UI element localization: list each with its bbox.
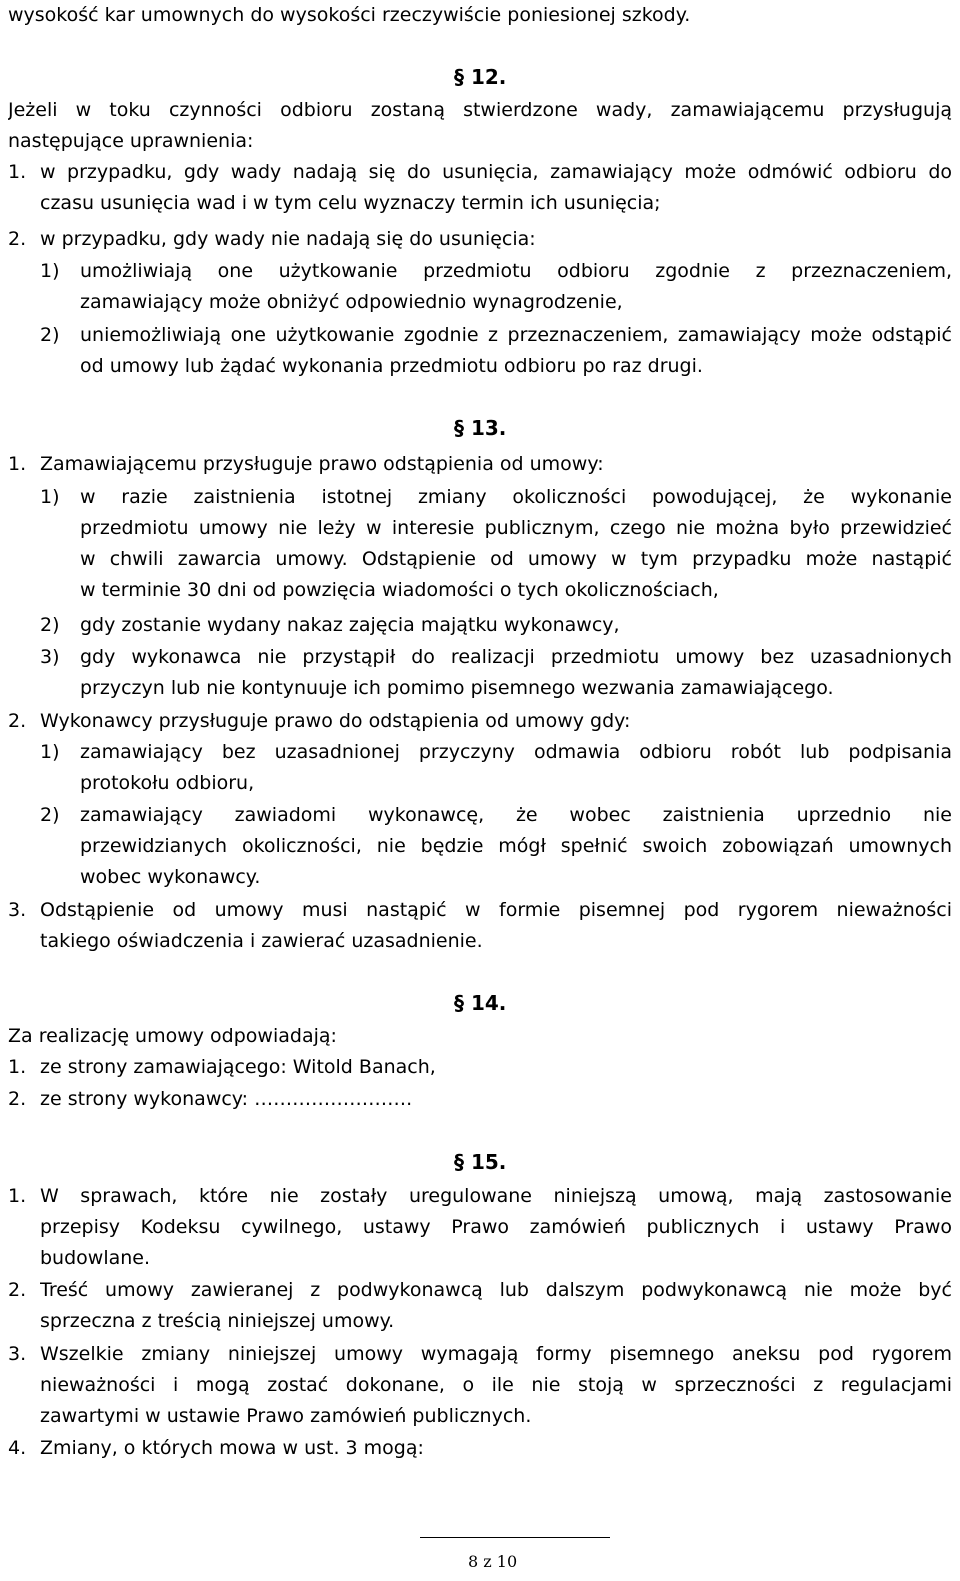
s12-p2a-line-1: umożliwiają one użytkowanie przedmiotu odbioru zgodnie z przeznaczeniem, bbox=[80, 260, 952, 282]
section-15-heading: § 15. bbox=[454, 1150, 507, 1174]
s13-p2a-number: 1) bbox=[40, 741, 60, 763]
s15-p3-line-2: nieważności i mogą zostać dokonane, o ile nie stoją w sprzeczności z regulacjami bbox=[40, 1374, 952, 1396]
section-12-heading: § 12. bbox=[454, 65, 507, 89]
s12-p2a-line-2: zamawiający może obniżyć odpowiednio wynagrodzenie, bbox=[80, 291, 623, 313]
s13-p2b-line-2: przewidzianych okoliczności, nie będzie mógł spełnić swoich zobowiązań umownych bbox=[80, 835, 952, 857]
s13-p1b-number: 2) bbox=[40, 614, 60, 636]
s13-p1a-line-4: w terminie 30 dni od powzięcia wiadomości o tych okolicznościach, bbox=[80, 579, 719, 601]
s13-p1-line-1: Zamawiającemu przysługuje prawo odstąpienia od umowy: bbox=[40, 453, 604, 475]
s12-p2b-number: 2) bbox=[40, 324, 60, 346]
s13-p1c-number: 3) bbox=[40, 646, 60, 668]
s13-p3-number: 3. bbox=[8, 899, 27, 921]
s12-p1-line-2: czasu usunięcia wad i w tym celu wyznaczy termin ich usunięcia; bbox=[40, 192, 661, 214]
s12-p2b-line-2: od umowy lub żądać wykonania przedmiotu odbioru po raz drugi. bbox=[80, 355, 703, 377]
s14-intro: Za realizację umowy odpowiadają: bbox=[8, 1025, 337, 1047]
s13-p1a-line-1: w razie zaistnienia istotnej zmiany okoliczności powodującej, że wykonanie bbox=[80, 486, 952, 508]
s13-p2b-line-1: zamawiający zawiadomi wykonawcę, że wobec zaistnienia uprzednio nie bbox=[80, 804, 952, 826]
s13-p2-line-1: Wykonawcy przysługuje prawo do odstąpienia od umowy gdy: bbox=[40, 710, 631, 732]
s15-p4-line-1: Zmiany, o których mowa w ust. 3 mogą: bbox=[40, 1437, 424, 1459]
s14-p1-line-1: ze strony zamawiającego: Witold Banach, bbox=[40, 1056, 436, 1078]
s15-p3-number: 3. bbox=[8, 1343, 27, 1365]
s13-p2a-line-1: zamawiający bez uzasadnionej przyczyny odmawia odbioru robót lub podpisania bbox=[80, 741, 952, 763]
s14-p2-number: 2. bbox=[8, 1088, 27, 1110]
s13-p1a-number: 1) bbox=[40, 486, 60, 508]
s12-intro-line-2: następujące uprawnienia: bbox=[8, 130, 254, 152]
s14-p1-number: 1. bbox=[8, 1056, 27, 1078]
s12-p1-number: 1. bbox=[8, 161, 27, 183]
s13-p1a-line-2: przedmiotu umowy nie leży w interesie publicznym, czego nie można było przewidzieć bbox=[80, 517, 952, 539]
s13-p1c-line-1: gdy wykonawca nie przystąpił do realizacji przedmiotu umowy bez uzasadnionych bbox=[80, 646, 952, 668]
s15-p1-line-2: przepisy Kodeksu cywilnego, ustawy Prawo zamówień publicznych i ustawy Prawo bbox=[40, 1216, 952, 1238]
s15-p1-number: 1. bbox=[8, 1185, 27, 1207]
s13-p2b-number: 2) bbox=[40, 804, 60, 826]
top-line: wysokość kar umownych do wysokości rzeczywiście poniesionej szkody. bbox=[8, 4, 691, 26]
page-number: 8 z 10 bbox=[468, 1552, 518, 1571]
s15-p2-line-1: Treść umowy zawieranej z podwykonawcą lub dalszym podwykonawcą nie może być bbox=[40, 1279, 952, 1301]
s12-p2-line-1: w przypadku, gdy wady nie nadają się do usunięcia: bbox=[40, 228, 536, 250]
section-13-heading: § 13. bbox=[454, 416, 507, 440]
s15-p4-number: 4. bbox=[8, 1437, 27, 1459]
s13-p2-number: 2. bbox=[8, 710, 27, 732]
s13-p3-line-2: takiego oświadczenia i zawierać uzasadnienie. bbox=[40, 930, 483, 952]
s13-p3-line-1: Odstąpienie od umowy musi nastąpić w formie pisemnej pod rygorem nieważności bbox=[40, 899, 952, 921]
s12-p2-number: 2. bbox=[8, 228, 27, 250]
s13-p2b-line-3: wobec wykonawcy. bbox=[80, 866, 261, 888]
s13-p1c-line-2: przyczyn lub nie kontynuuje ich pomimo pisemnego wezwania zamawiającego. bbox=[80, 677, 834, 699]
s14-p2-line-1: ze strony wykonawcy: ……………………. bbox=[40, 1088, 413, 1110]
s15-p1-line-3: budowlane. bbox=[40, 1247, 151, 1269]
s12-p2a-number: 1) bbox=[40, 260, 60, 282]
s15-p2-line-2: sprzeczna z treścią niniejszej umowy. bbox=[40, 1310, 395, 1332]
s15-p1-line-1: W sprawach, które nie zostały uregulowane niniejszą umową, mają zastosowanie bbox=[40, 1185, 952, 1207]
s15-p3-line-3: zawartymi w ustawie Prawo zamówień publicznych. bbox=[40, 1405, 532, 1427]
s13-p1-number: 1. bbox=[8, 453, 27, 475]
s15-p2-number: 2. bbox=[8, 1279, 27, 1301]
section-14-heading: § 14. bbox=[454, 991, 507, 1015]
footer-rule bbox=[420, 1537, 610, 1538]
s13-p1a-line-3: w chwili zawarcia umowy. Odstąpienie od umowy w tym przypadku może nastąpić bbox=[80, 548, 952, 570]
s13-p2a-line-2: protokołu odbioru, bbox=[80, 772, 255, 794]
s13-p1b-line-1: gdy zostanie wydany nakaz zajęcia majątku wykonawcy, bbox=[80, 614, 620, 636]
s12-intro-line-1: Jeżeli w toku czynności odbioru zostaną stwierdzone wady, zamawiającemu przysługują bbox=[8, 99, 952, 121]
s12-p1-line-1: w przypadku, gdy wady nadają się do usunięcia, zamawiający może odmówić odbioru do bbox=[40, 161, 952, 183]
s15-p3-line-1: Wszelkie zmiany niniejszej umowy wymagają formy pisemnego aneksu pod rygorem bbox=[40, 1343, 952, 1365]
s12-p2b-line-1: uniemożliwiają one użytkowanie zgodnie z przeznaczeniem, zamawiający może odstąpić bbox=[80, 324, 952, 346]
